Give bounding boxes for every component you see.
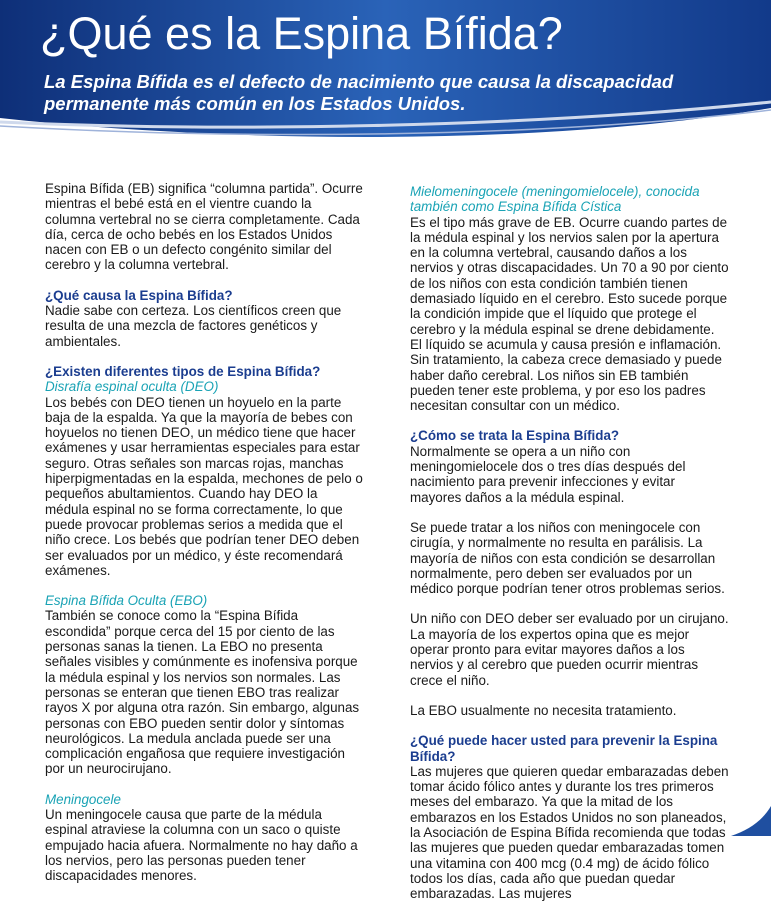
- corner-accent: [731, 806, 771, 836]
- page-title: ¿Qué es la Espina Bífida?: [40, 8, 563, 59]
- subheading-meningocele: Meningocele: [45, 791, 121, 807]
- heading-causa: ¿Qué causa la Espina Bífida?: [45, 287, 233, 303]
- intro-paragraph: Espina Bífida (EB) significa “columna partida”. Ocurre mientras el bebé está en el vientre cuando la columna vertebral no se cierra completamente. Cada día, cerca de ocho bebés en los Estados Unidos nacen con EB o un defecto congénito similar del cerebro y la columna vertebral.: [45, 181, 363, 273]
- paragraph-causa: Nadie sabe con certeza. Los científicos creen que resulta de una mezcla de factores genéticos y ambientales.: [45, 303, 342, 349]
- paragraph-mielomeningocele: Es el tipo más grave de EB. Ocurre cuando partes de la médula espinal y los nervios salen por la apertura en la columna vertebral, causando daños a los nervios y otras discapacidades. Un 70 a 90 por ciento de los niños con esta condición también tienen demasiado líquido en el cerebro. Esto sucede porque la condición impide que el líquido que protege el cerebro y la médula espinal se drene debidamente. El líquido se acumula y causa presión e inflamación. Sin tratamiento, la cabeza crece demasiado y puede haber daño cerebral. Los niños sin EB también pueden tener este problema, y por eso los padres necesitan consultar con un médico.: [410, 214, 729, 414]
- heading-tratamiento: ¿Cómo se trata la Espina Bífida?: [410, 428, 620, 444]
- paragraph-deo: Los bebés con DEO tienen un hoyuelo en la parte baja de la espalda. Ya que la mayoría de bebes con hoyuelos no tienen DEO, un médico tiene que hacer exámenes y usar herramientas especiales para estar seguro. Otras señales son marcas rojas, manchas hiperpigmentadas en la espalda, mechones de pelo o pequeños abultamientos. Cuando hay DEO la médula espinal no se forma correctamente, lo que puede provocar problemas serios a medida que el niño crece. Los bebés que podrían tener DEO deben ser evaluados por un médico, y éste recomendará exámenes.: [45, 394, 363, 578]
- paragraph-tratamiento-3: Un niño con DEO deber ser evaluado por un cirujano. La mayoría de los expertos opina que es mejor operar pronto para evitar mayores daños a los nervios y al cerebro que pueden ocurrir mientras crece el niño.: [410, 611, 729, 688]
- header-banner: [0, 0, 771, 150]
- paragraph-meningocele: Un meningocele causa que parte de la médula espinal atraviese la columna con un saco o quiste empujado hacia afuera. Normalmente no hay daño a los nervios, pero las personas pueden tener discapacidades menores.: [45, 806, 358, 884]
- paragraph-tratamiento-4: La EBO usualmente no necesita tratamiento.: [410, 702, 677, 718]
- paragraph-ebo: También se conoce como la “Espina Bífida escondida” porque cerca del 15 por ciento de las personas sanas la tienen. La EBO no presenta señales visibles y comúnmente es inofensiva porque la médula espinal y los nervios son normales. Las personas se enteran que tienen EBO tras realizar rayos X por alguna otra razón. Sin embargo, algunas personas con EBO pueden sentir dolor y síntomas neurológicos. La medula anclada puede ser una complicación engañosa que requiere investigación por un neurocirujano.: [45, 608, 360, 777]
- paragraph-tratamiento-1: Normalmente se opera a un niño con meningomielocele dos o tres días después del nacimiento para prevenir infecciones y evitar mayores daños a la médula espinal.: [410, 443, 686, 505]
- heading-tipos: ¿Existen diferentes tipos de Espina Bífida?: [45, 363, 321, 379]
- paragraph-prevencion: Las mujeres que quieren quedar embarazadas deben tomar ácido fólico antes y durante los tres primeros meses del embarazo. Ya que la mitad de los embarazos en los Estados Unidos no son planeados, la Asociación de Espina Bífida recomienda que todas las mujeres que pueden quedar embarazadas tomen una vitamina con 400 mcg (0.4 mg) de ácido fólico todos los días, cada año que puedan quedar embarazadas. Las mujeres: [410, 763, 729, 901]
- left-column: [45, 181, 365, 883]
- subheading-ebo: Espina Bífida Oculta (EBO): [45, 593, 208, 609]
- page-subtitle: La Espina Bífida es el defecto de nacimiento que causa la discapacidad permanente más común en los Estados Unidos.: [44, 71, 674, 114]
- paragraph-tratamiento-2: Se puede tratar a los niños con meningocele con cirugía, y normalmente no resulta en parálisis. La mayoría de niños con esta condición se desarrollan normalmente, pero deben ser evaluados por un médico porque podrían tener otros problemas serios.: [410, 519, 725, 597]
- subheading-deo: Disrafía espinal oculta (DEO): [45, 379, 219, 395]
- subheading-mielomeningocele: Mielomeningocele (meningomielocele), conocida también como Espina Bífida Cística: [410, 184, 700, 215]
- right-column: [410, 184, 730, 901]
- heading-prevencion: ¿Qué puede hacer usted para prevenir la Espina Bífida?: [410, 733, 718, 764]
